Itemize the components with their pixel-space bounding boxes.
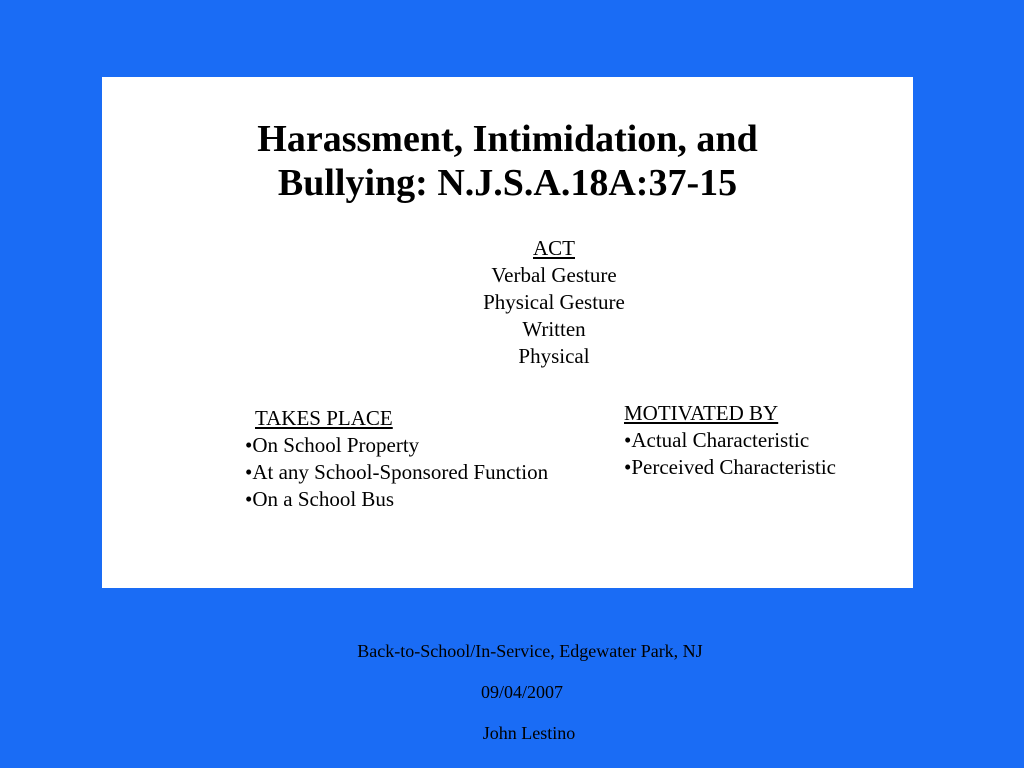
footer-author: John Lestino: [482, 723, 576, 743]
slide-title-line-1: Harassment, Intimidation, and: [257, 118, 758, 160]
takes-place-item-school-bus: •On a School Bus: [245, 487, 395, 511]
act-item-physical: Physical: [518, 344, 590, 368]
motivated-by-heading: MOTIVATED BY: [624, 401, 779, 425]
content-panel: [102, 77, 913, 588]
slide-title: [102, 117, 913, 205]
act-item-verbal-gesture: Verbal Gesture: [491, 263, 617, 287]
footer-date: 09/04/2007: [480, 682, 563, 702]
act-item-physical-gesture: Physical Gesture: [483, 290, 625, 314]
motivated-by-item-perceived: •Perceived Characteristic: [624, 455, 836, 479]
footer-event: Back-to-School/In-Service, Edgewater Park, NJ: [357, 641, 703, 661]
takes-place-section: [245, 405, 565, 513]
slide-title-line-2: Bullying: N.J.S.A.18A:37-15: [277, 162, 738, 204]
motivated-by-section: [624, 400, 894, 481]
takes-place-item-school-function: •At any School-Sponsored Function: [245, 460, 549, 484]
takes-place-heading: TAKES PLACE: [255, 406, 393, 430]
takes-place-item-school-property: •On School Property: [245, 433, 420, 457]
act-item-written: Written: [522, 317, 586, 341]
motivated-by-item-actual: •Actual Characteristic: [624, 428, 810, 452]
act-section: [454, 235, 654, 370]
act-heading: ACT: [533, 236, 575, 260]
